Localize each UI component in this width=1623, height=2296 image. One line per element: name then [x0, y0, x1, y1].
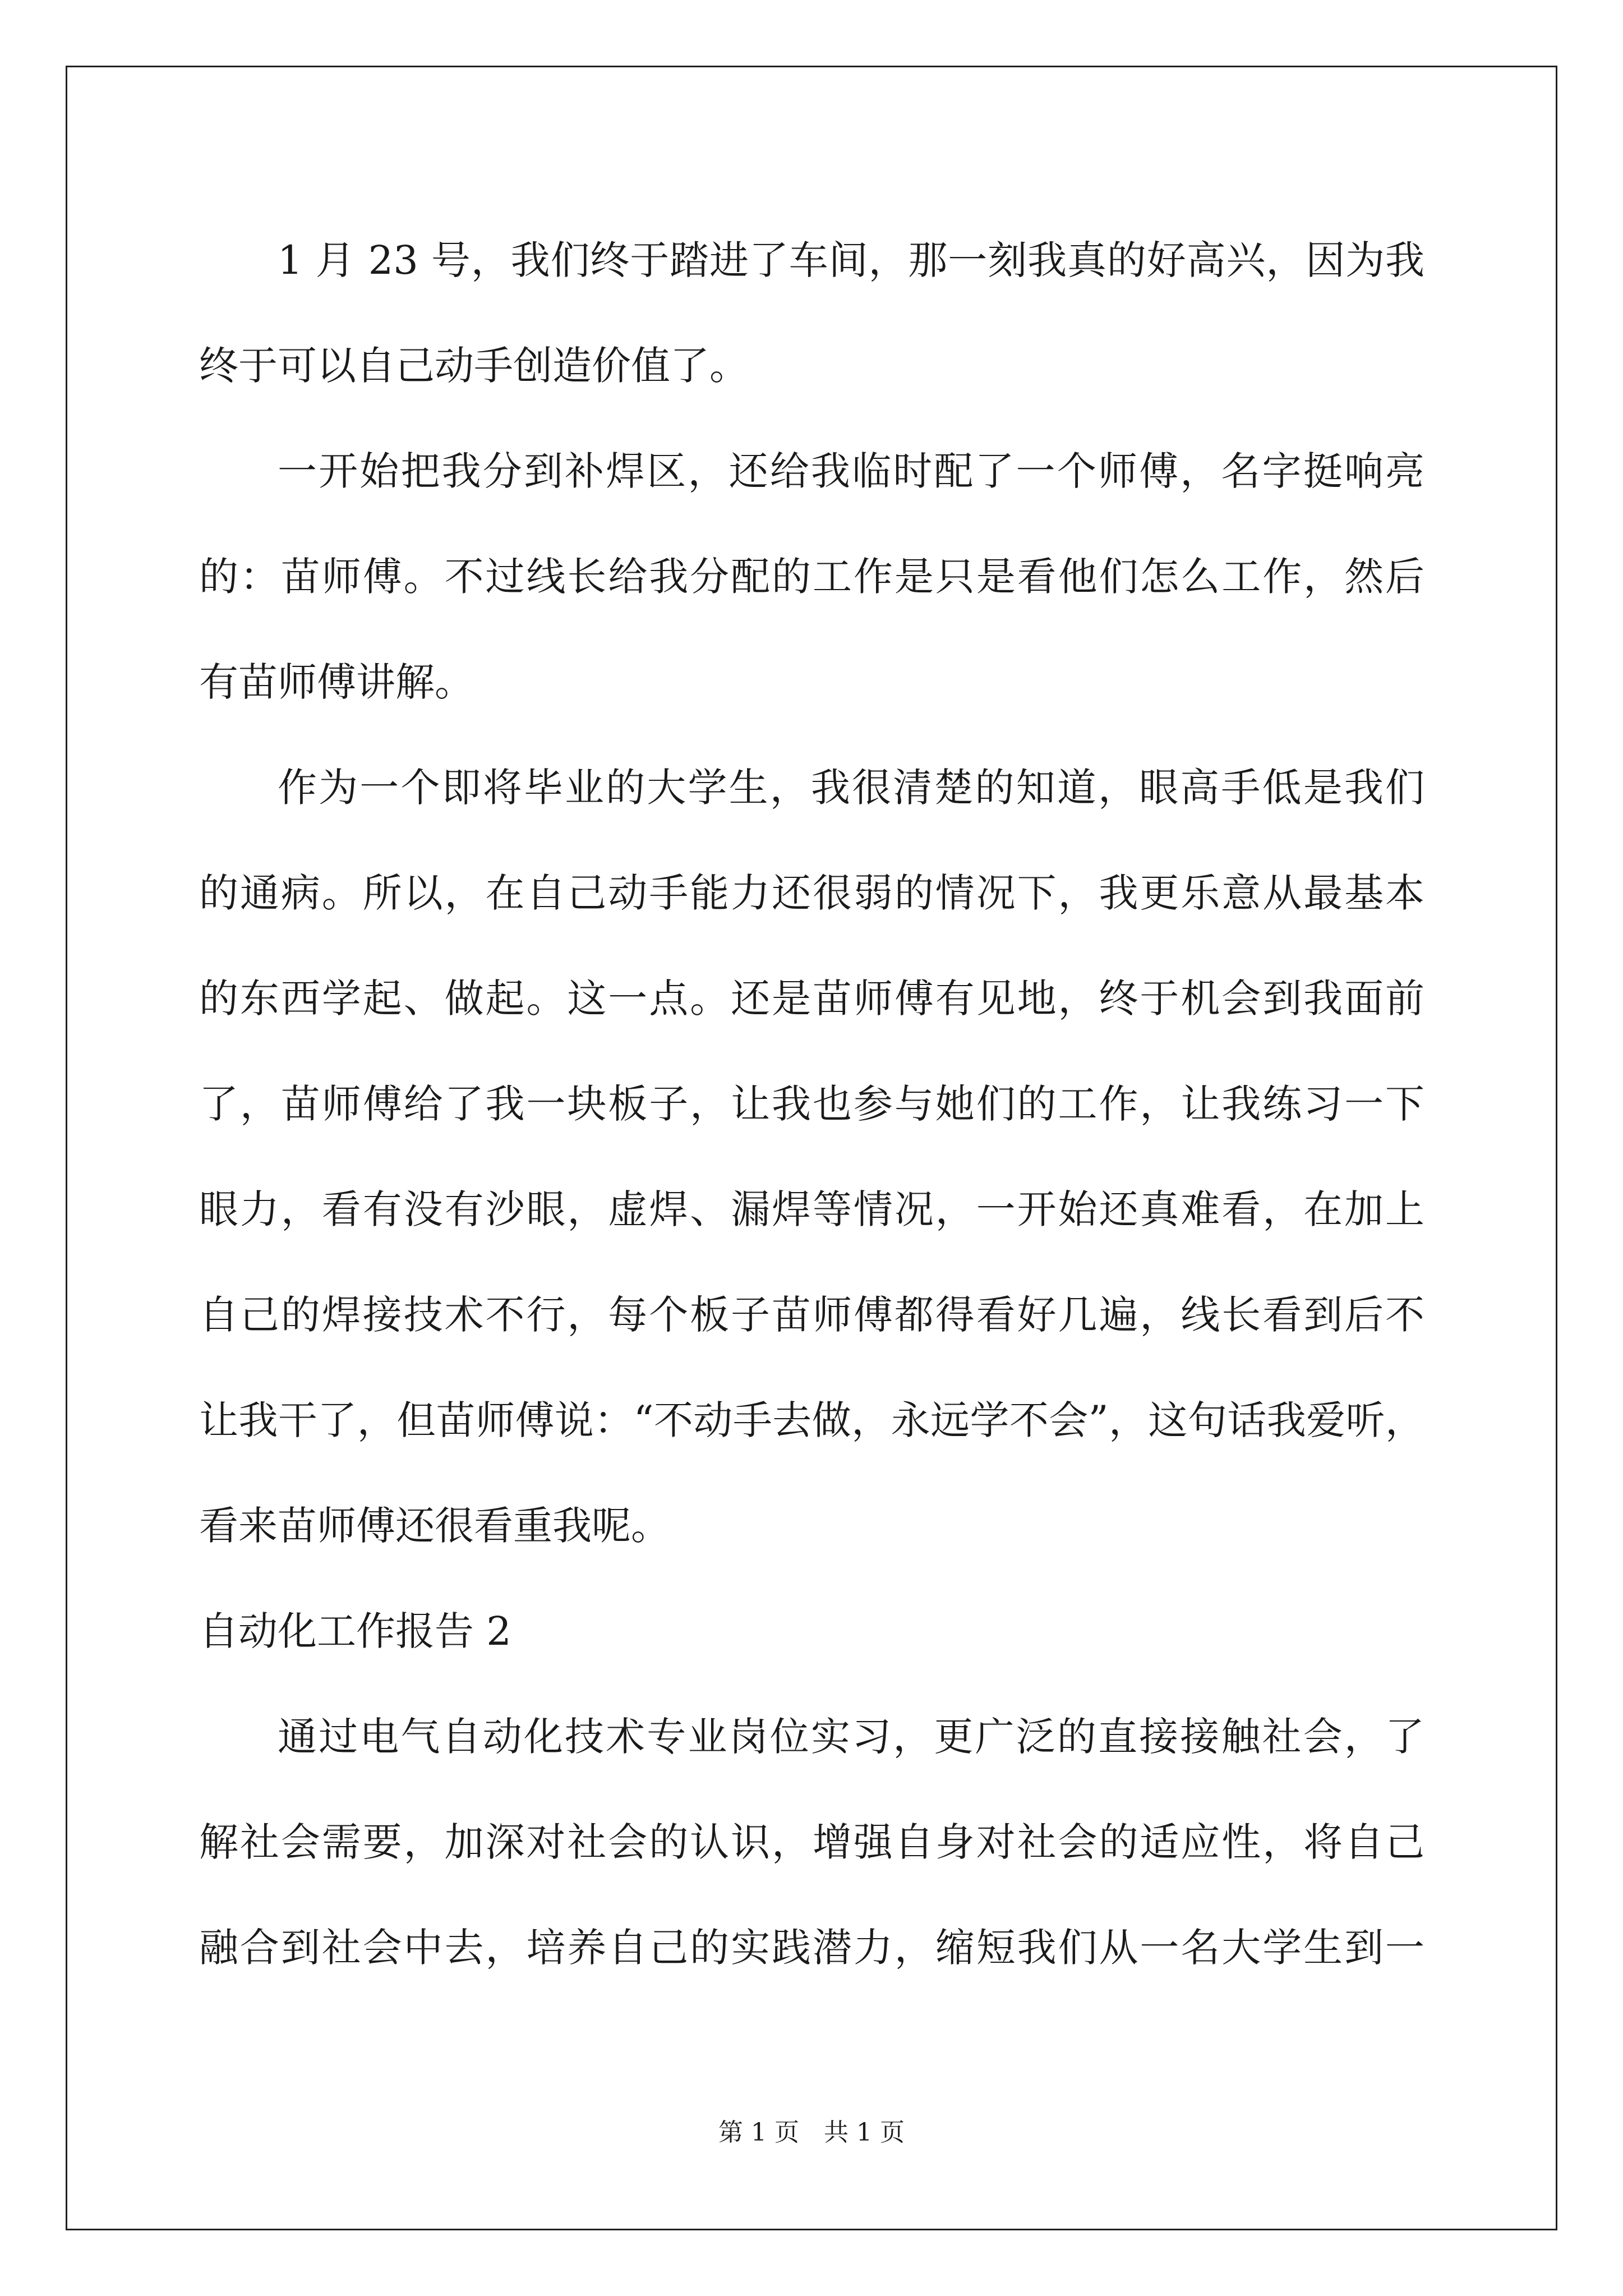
- text-line-13: 看来苗师傅还很看重我呢。: [199, 1503, 670, 1549]
- text-line-17: 融合到社会中去，培养自己的实践潜力，缩短我们从一名大学生到一: [199, 1925, 1424, 1971]
- text-line-7: 的通病。所以，在自己动手能力还很弱的情况下，我更乐意从最基本: [199, 870, 1424, 916]
- page-footer: 第 1 页 共 1 页: [718, 2118, 905, 2147]
- text-line-15: 通过电气自动化技术专业岗位实习，更广泛的直接接触社会，了: [278, 1714, 1424, 1760]
- text-line-2: 终于可以自己动手创造价值了。: [199, 343, 749, 389]
- text-line-4: 的：苗师傅。不过线长给我分配的工作是只是看他们怎么工作，然后: [199, 554, 1424, 600]
- text-line-16: 解社会需要，加深对社会的认识，增强自身对社会的适应性，将自己: [199, 1819, 1424, 1865]
- text-line-6: 作为一个即将毕业的大学生，我很清楚的知道，眼高手低是我们: [278, 765, 1424, 811]
- section-heading: 自动化工作报告 2: [199, 1608, 511, 1654]
- text-line-3: 一开始把我分到补焊区，还给我临时配了一个师傅，名字挺响亮: [278, 448, 1424, 494]
- document-body: [199, 208, 1424, 2000]
- text-line-5: 有苗师傅讲解。: [199, 659, 474, 705]
- text-line-12: 让我干了，但苗师傅说：“不动手去做，永远学不会”，这句话我爱听，: [199, 1397, 1424, 1443]
- text-line-9: 了，苗师傅给了我一块板子，让我也参与她们的工作，让我练习一下: [199, 1081, 1424, 1127]
- text-line-1: 1 月 23 号，我们终于踏进了车间，那一刻我真的好高兴，因为我: [278, 237, 1424, 283]
- text-line-11: 自己的焊接技术不行，每个板子苗师傅都得看好几遍，线长看到后不: [199, 1292, 1424, 1338]
- text-line-8: 的东西学起、做起。这一点。还是苗师傅有见地，终于机会到我面前: [199, 976, 1424, 1022]
- text-line-10: 眼力，看有没有沙眼，虚焊、漏焊等情况，一开始还真难看，在加上: [199, 1186, 1424, 1232]
